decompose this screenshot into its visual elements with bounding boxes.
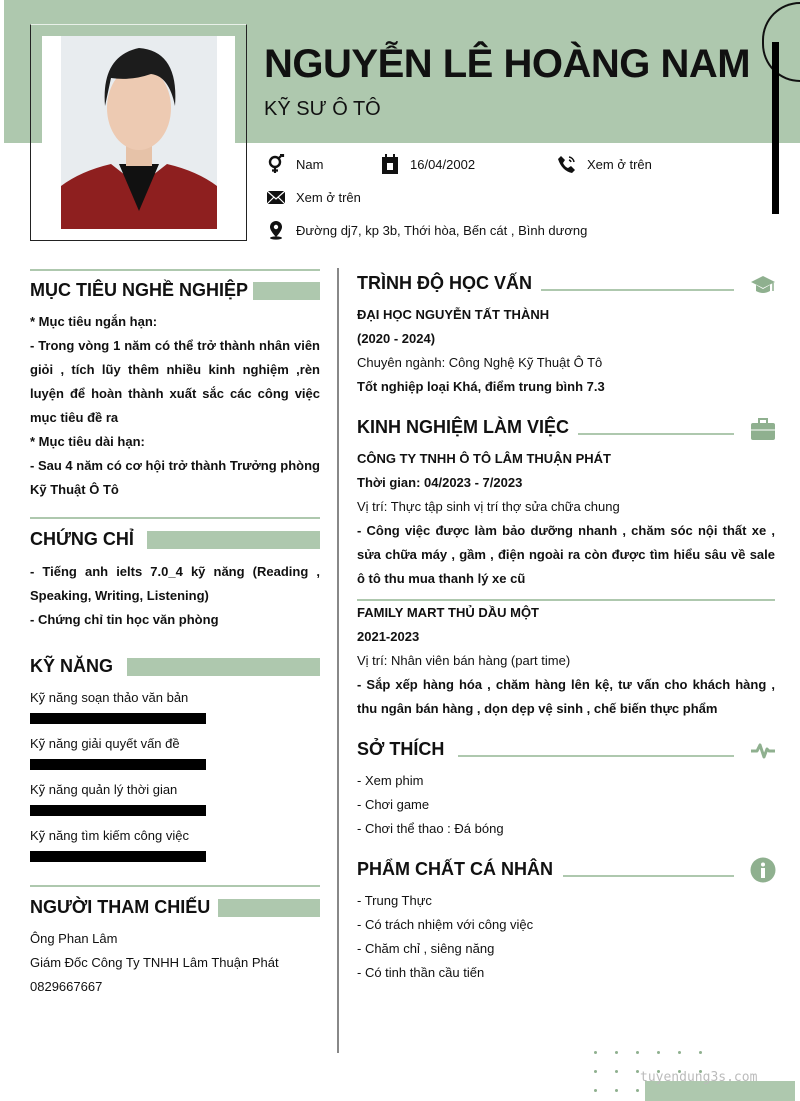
dot [636, 1070, 639, 1073]
gender-row [266, 154, 323, 174]
job-description: - Công việc được làm bảo dưỡng nhanh , chăm sóc nội thất xe , sửa chữa máy , gầm , điện ngoài ra còn được tìm hiểu sâu về sale ô tô thu mua thanh lý xe cũ [357, 523, 775, 586]
skill-level-bar [30, 713, 206, 724]
phone-icon [557, 154, 577, 174]
experience-job [357, 601, 775, 721]
candidate-name: NGUYỄN LÊ HOÀNG NAM [264, 42, 751, 86]
dot [594, 1070, 597, 1073]
job-period: 2021-2023 [357, 629, 420, 644]
skill-item [30, 735, 320, 781]
job-period: Thời gian: 04/2023 - 7/2023 [357, 475, 523, 490]
objective-heading: MỤC TIÊU NGHỀ NGHIỆP [30, 280, 249, 300]
hobby-item: - Chơi game [357, 797, 430, 812]
heading-line [541, 289, 734, 291]
info-icon [750, 857, 776, 883]
address-row [266, 220, 587, 240]
company-name: FAMILY MART THỦ DẦU MỘT [357, 605, 539, 620]
skill-label: Kỹ năng quản lý thời gian [30, 782, 178, 797]
section-divider [30, 885, 320, 887]
company-name: CÔNG TY TNHH Ô TÔ LÂM THUẬN PHÁT [357, 451, 611, 466]
qualities-list [357, 889, 775, 985]
education-major: Chuyên ngành: Công Nghệ Kỹ Thuật Ô Tô [357, 355, 603, 370]
hobbies-list [357, 769, 775, 841]
job-title: KỸ SƯ Ô TÔ [264, 98, 381, 120]
skill-label: Kỹ năng soạn thảo văn bản [30, 690, 189, 705]
education-section [357, 303, 775, 399]
phone-value: Xem ở trên [587, 156, 652, 172]
job-description: - Sắp xếp hàng hóa , chăm hàng lên kệ, tư vấn cho khách hàng , thu ngân bán hàng , dọn dẹp vệ sinh , chế biến thực phẩm [357, 677, 775, 716]
skills-list [30, 689, 320, 873]
dot [615, 1051, 618, 1054]
dot [594, 1089, 597, 1092]
experience-job [357, 447, 775, 591]
birthdate-value: 16/04/2002 [410, 156, 476, 172]
decorative-bar [772, 42, 779, 214]
section-divider [30, 517, 320, 519]
reference-name: Ông Phan Lâm [30, 931, 118, 946]
school-name: ĐẠI HỌC NGUYỄN TẤT THÀNH [357, 307, 550, 322]
skill-level-bar [30, 805, 206, 816]
skill-item [30, 781, 320, 827]
heading-accent [218, 899, 320, 917]
calendar-icon [380, 154, 400, 174]
email-value: Xem ở trên [296, 189, 361, 205]
dot [636, 1089, 639, 1092]
heading-accent [147, 531, 320, 549]
quality-item: - Chăm chỉ , siêng năng [357, 941, 495, 956]
short-term-label: * Mục tiêu ngắn hạn: [30, 314, 158, 329]
qualities-heading: PHẨM CHẤT CÁ NHÂN [357, 859, 553, 879]
skill-level-bar [30, 759, 206, 770]
heartbeat-icon [750, 737, 776, 763]
hobby-item: - Chơi thể thao : Đá bóng [357, 821, 504, 836]
certificate-item: - Tiếng anh ielts 7.0_4 kỹ năng (Reading , Speaking, Writing, Listening) [30, 564, 320, 603]
reference-phone: 0829667667 [30, 979, 103, 994]
dot [615, 1070, 618, 1073]
certificates-heading: CHỨNG CHỈ [30, 529, 134, 549]
education-heading: TRÌNH ĐỘ HỌC VẤN [357, 273, 532, 293]
email-row [266, 187, 361, 207]
skill-label: Kỹ năng giải quyết vấn đề [30, 736, 180, 751]
skills-heading: KỸ NĂNG [30, 656, 114, 676]
heading-line [563, 875, 734, 877]
objective-section [30, 310, 320, 502]
reference-position: Giám Đốc Công Ty TNHH Lâm Thuận Phát [30, 955, 279, 970]
section-divider [30, 269, 320, 271]
gender-icon [266, 154, 286, 174]
profile-photo [61, 36, 217, 229]
dot [699, 1051, 702, 1054]
job-position: Vị trí: Nhân viên bán hàng (part time) [357, 653, 571, 668]
references-heading: NGƯỜI THAM CHIẾU [30, 897, 211, 917]
dot [594, 1051, 597, 1054]
phone-row [557, 154, 652, 174]
quality-item: - Có trách nhiệm với công việc [357, 917, 534, 932]
location-pin-icon [266, 220, 286, 240]
graduation-cap-icon [750, 272, 776, 298]
experience-heading: KINH NGHIỆM LÀM VIỆC [357, 417, 570, 437]
references-section [30, 927, 320, 999]
birthdate-row [380, 154, 475, 174]
skill-item [30, 689, 320, 735]
heading-line [458, 755, 734, 757]
short-term-text: - Trong vòng 1 năm có thể trở thành nhân viên giỏi , tích lũy thêm nhiều kinh nghiệm ,rèn luyện để hoàn thành xuất sắc các công việc mục tiêu đề ra [30, 338, 320, 425]
dot [678, 1051, 681, 1054]
skill-item [30, 827, 320, 873]
hobbies-heading: SỞ THÍCH [357, 739, 445, 759]
briefcase-icon [750, 416, 776, 442]
quality-item: - Có tinh thần cầu tiến [357, 965, 485, 980]
education-result: Tốt nghiệp loại Khá, điểm trung bình 7.3 [357, 379, 605, 394]
dot [636, 1051, 639, 1054]
address-value: Đường dj7, kp 3b, Thới hòa, Bến cát , Bình dương [296, 222, 588, 238]
long-term-label: * Mục tiêu dài hạn: [30, 434, 145, 449]
job-position: Vị trí: Thực tập sinh vị trí thợ sửa chữa chung [357, 499, 620, 514]
heading-accent [127, 658, 320, 676]
heading-line [578, 433, 734, 435]
watermark: tuyendung3s.com [640, 1070, 758, 1085]
envelope-icon [266, 187, 286, 207]
quality-item: - Trung Thực [357, 893, 432, 908]
skill-level-bar [30, 851, 206, 862]
gender-value: Nam [296, 156, 324, 172]
long-term-text: - Sau 4 năm có cơ hội trở thành Trưởng phòng Kỹ Thuật Ô Tô [30, 458, 320, 497]
certificates-list [30, 560, 320, 632]
education-period: (2020 - 2024) [357, 331, 436, 346]
skill-label: Kỹ năng tìm kiếm công việc [30, 828, 189, 843]
dot [615, 1089, 618, 1092]
heading-accent [253, 282, 320, 300]
certificate-item: - Chứng chỉ tin học văn phòng [30, 612, 219, 627]
hobby-item: - Xem phim [357, 773, 424, 788]
dot [657, 1051, 660, 1054]
column-separator [337, 268, 339, 1053]
